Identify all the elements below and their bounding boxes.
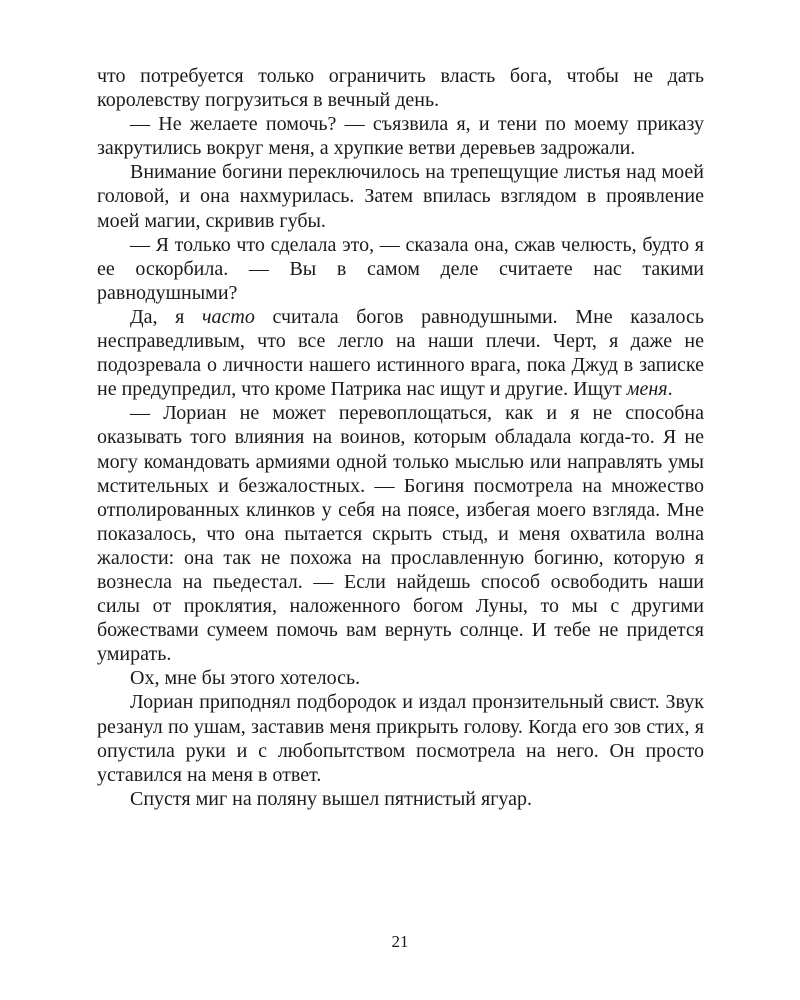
text-run: .	[667, 378, 673, 401]
text-run: что потребуется только ограничить власть бога, чтобы не дать королевству погрузиться в вечный день.	[97, 65, 704, 112]
paragraph	[97, 690, 704, 786]
text-run: — Не желаете помочь? — съязвила я, и тени по моему приказу закрутились вокруг меня, а хрупкие ветви деревьев задрожали.	[97, 113, 704, 160]
text-run: — Лориан не может перевоплощаться, как и я не способна оказывать того влияния на воинов, которым обладала когда-то. Я не могу командовать армиями одной только мыслью или направлять умы мстительных и безжалостных. — Богиня посмотрела на множество отполированных клинков у себя на поясе, избегая моего взгляда. Мне показалось, что она пытается скрыть стыд, и меня охватила волна жалости: она так не похожа на прославленную богиню, которую я вознесла на пьедестал. — Если найдешь способ освободить наши силы от проклятия, наложенного богом Луны, то мы с другими божествами сумеем помочь вам вернуть солнце. И тебе не придется умирать.	[97, 402, 704, 666]
paragraph	[97, 401, 704, 666]
italic-text: меня	[626, 378, 668, 401]
text-run: считала богов равнодушными. Мне казалось несправедливым, что все легло на наши плечи. Черт, я даже не подозревала о личности нашего истинного врага, пока Джуд в записке не предупредил, что кроме Патрика нас ищут и другие. Ищут	[97, 305, 704, 401]
page-body	[97, 64, 704, 811]
text-run: Ох, мне бы этого хотелось.	[130, 667, 361, 690]
text-run: — Я только что сделала это, — сказала она, сжав челюсть, будто я ее оскорбила. — Вы в самом деле считаете нас такими равнодушными?	[97, 233, 704, 304]
italic-text: часто	[201, 305, 255, 328]
paragraph	[97, 305, 704, 401]
text-run: Лориан приподнял подбородок и издал пронзительный свист. Звук резанул по ушам, заставив меня прикрыть голову. Когда его зов стих, я опустила руки и с любопытством посмотрела на него. Он просто уставился на меня в ответ.	[97, 691, 704, 786]
paragraph	[97, 233, 704, 305]
paragraph	[97, 160, 704, 232]
paragraph	[97, 787, 704, 811]
paragraph	[97, 112, 704, 160]
text-run: Спустя миг на поляну вышел пятнистый ягуар.	[130, 787, 533, 810]
page-number: 21	[391, 932, 409, 951]
text-run: Да, я	[130, 305, 202, 328]
paragraph	[97, 666, 704, 690]
text-run: Внимание богини переключилось на трепещущие листья над моей головой, и она нахмурилась. Затем впилась взглядом в проявление моей магии, скривив губы.	[97, 161, 704, 232]
paragraph	[97, 64, 704, 112]
